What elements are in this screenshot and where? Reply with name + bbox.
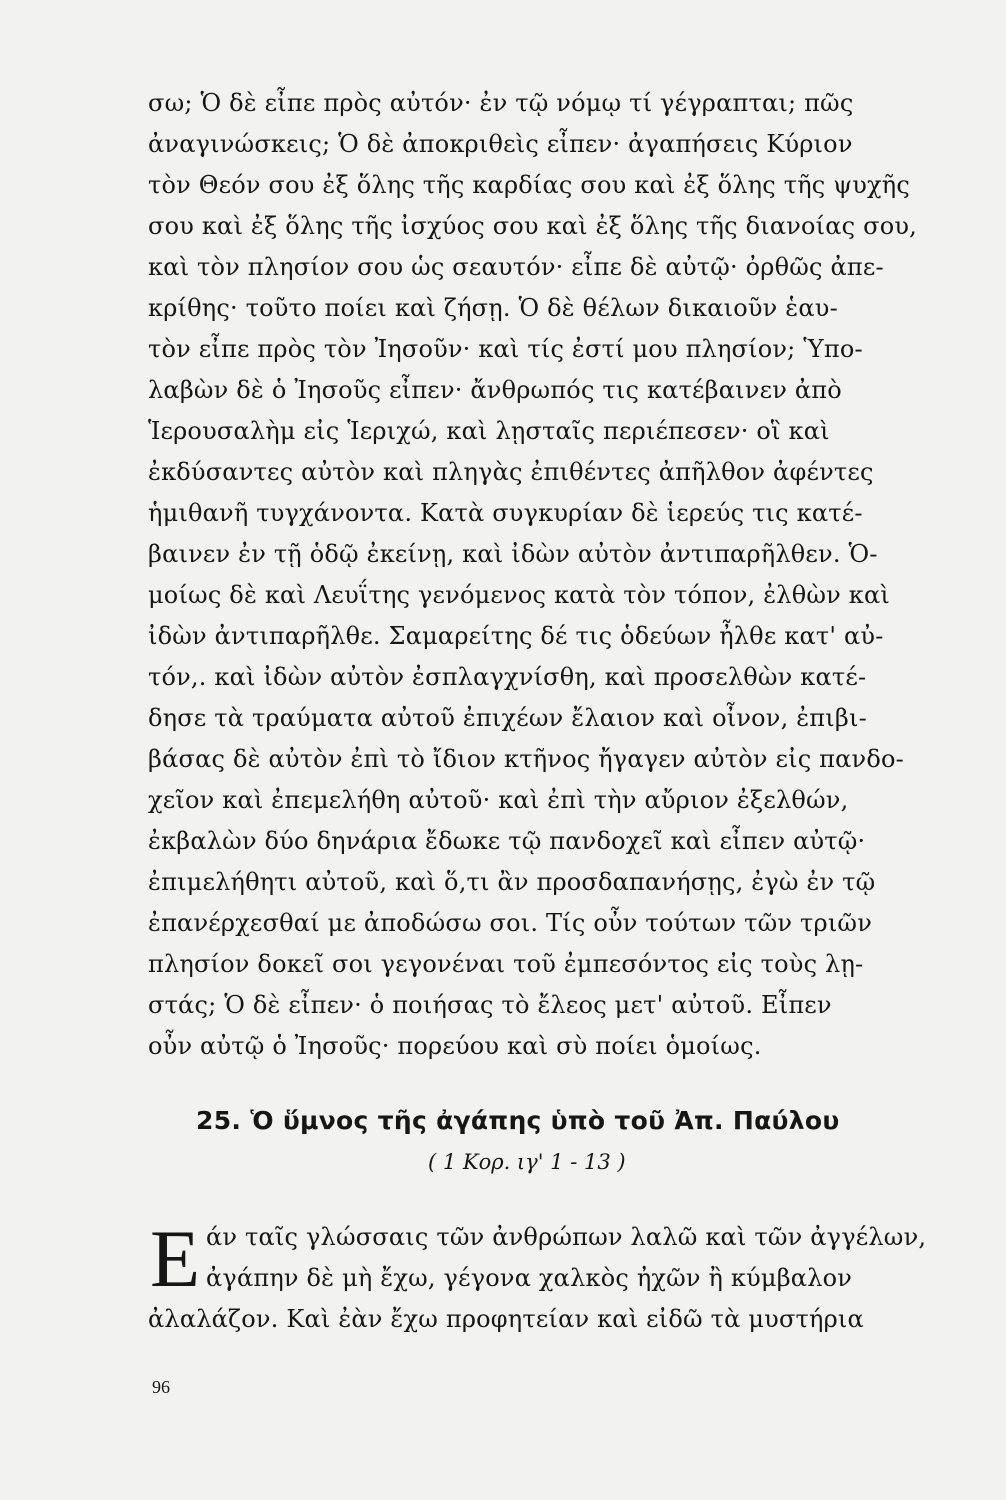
passage-line: λαβὼν δὲ ὁ Ἰησοῦς εἶπεν· ἄνθρωπός τις κατέβαινεν ἀπὸ <box>148 376 842 404</box>
section-line: ἀγάπην δὲ μὴ ἔχω, γέγονα χαλκὸς ἠχῶν ἢ κύμβαλον <box>206 1264 853 1292</box>
passage-line: ἐκβαλὼν δύο δηνάρια ἔδωκε τῷ πανδοχεῖ καὶ εἶπεν αὐτῷ· <box>148 827 866 855</box>
passage-line: ἀναγινώσκεις; Ὁ δὲ ἀποκριθεὶς εἶπεν· ἀγαπήσεις Κύριον <box>148 130 853 158</box>
passage-line: χεῖον καὶ ἐπεμελήθη αὐτοῦ· καὶ ἐπὶ τὴν αὔριον ἐξελθών, <box>148 786 849 814</box>
passage-line: ἰδὼν ἀντιπαρῆλθε. Σαμαρείτης δέ τις ὁδεύων ἦλθε κατ' αὐ- <box>148 622 884 650</box>
passage-line: Ἱερουσαλὴμ εἰς Ἱεριχώ, καὶ λῃσταῖς περιέπεσεν· οἳ καὶ <box>148 417 830 445</box>
drop-cap: Ε <box>150 1213 201 1304</box>
section-line: άν ταῖς γλώσσαις τῶν ἀνθρώπων λαλῶ καὶ τῶν ἀγγέλων, <box>206 1223 927 1251</box>
passage-line: ἐπανέρχεσθαί με ἀποδώσω σοι. Τίς οὖν τούτων τῶν τριῶν <box>148 909 872 937</box>
passage-line: πλησίον δοκεῖ σοι γεγονέναι τοῦ ἐμπεσόντος εἰς τοὺς λῃ- <box>148 950 864 978</box>
passage-line: βάσας δὲ αὐτὸν ἐπὶ τὸ ἴδιον κτῆνος ἤγαγεν αὐτὸν εἰς πανδο- <box>148 745 904 773</box>
passage-line: ἐπιμελήθητι αὐτοῦ, καὶ ὅ,τι ἂν προσδαπανήσῃς, ἐγὼ ἐν τῷ <box>148 868 876 896</box>
passage-line: καὶ τὸν πλησίον σου ὡς σεαυτόν· εἶπε δὲ αὐτῷ· ὀρθῶς ἀπε- <box>148 253 884 281</box>
passage-line: ἡμιθανῆ τυγχάνοντα. Κατὰ συγκυρίαν δὲ ἱερεύς τις κατέ- <box>148 499 863 527</box>
passage-line: δησε τὰ τραύματα αὐτοῦ ἐπιχέων ἔλαιον καὶ οἶνον, ἐπιβι- <box>148 704 867 732</box>
passage-line: μοίως δὲ καὶ Λευΐτης γενόμενος κατὰ τὸν τόπον, ἐλθὼν καὶ <box>148 581 890 609</box>
passage-line: τὸν εἶπε πρὸς τὸν Ἰησοῦν· καὶ τίς ἐστί μου πλησίον; Ὑπο- <box>148 335 863 363</box>
page-number: 96 <box>152 1377 170 1397</box>
passage-line: σου καὶ ἐξ ὅλης τῆς ἰσχύος σου καὶ ἐξ ὅλης τῆς διανοίας σου, <box>148 212 918 240</box>
passage-line: βαινεν ἐν τῇ ὁδῷ ἐκείνῃ, καὶ ἰδὼν αὐτὸν ἀντιπαρῆλθεν. Ὁ- <box>148 540 878 568</box>
passage-line: τὸν Θεόν σου ἐξ ὅλης τῆς καρδίας σου καὶ ἐξ ὅλης τῆς ψυχῆς <box>148 171 911 199</box>
section-reference: ( 1 Κορ. ιγ' 1 - 13 ) <box>428 1150 626 1174</box>
passage-line: οὖν αὐτῷ ὁ Ἰησοῦς· πορεύου καὶ σὺ ποίει ὁμοίως. <box>148 1032 762 1060</box>
passage-line: σω; Ὁ δὲ εἶπε πρὸς αὐτόν· ἐν τῷ νόμῳ τί γέγραπται; πῶς <box>148 89 854 117</box>
passage-line: κρίθης· τοῦτο ποίει καὶ ζήσῃ. Ὁ δὲ θέλων δικαιοῦν ἑαυ- <box>148 294 838 322</box>
passage-line: στάς; Ὁ δὲ εἶπεν· ὁ ποιήσας τὸ ἔλεος μετ' αὐτοῦ. Εἶπεν <box>148 991 832 1019</box>
passage-line: τόν,. καὶ ἰδὼν αὐτὸν ἐσπλαγχνίσθη, καὶ προσελθὼν κατέ- <box>148 663 867 691</box>
section-heading: 25. Ὁ ὕμνος τῆς ἀγάπης ὑπὸ τοῦ Ἀπ. Παύλου <box>196 1106 840 1135</box>
section-line: ἀλαλάζον. Καὶ ἐὰν ἔχω προφητείαν καὶ εἰδῶ τὰ μυστήρια <box>148 1305 864 1333</box>
passage-line: ἐκδύσαντες αὐτὸν καὶ πληγὰς ἐπιθέντες ἀπῆλθον ἀφέντες <box>148 458 874 486</box>
